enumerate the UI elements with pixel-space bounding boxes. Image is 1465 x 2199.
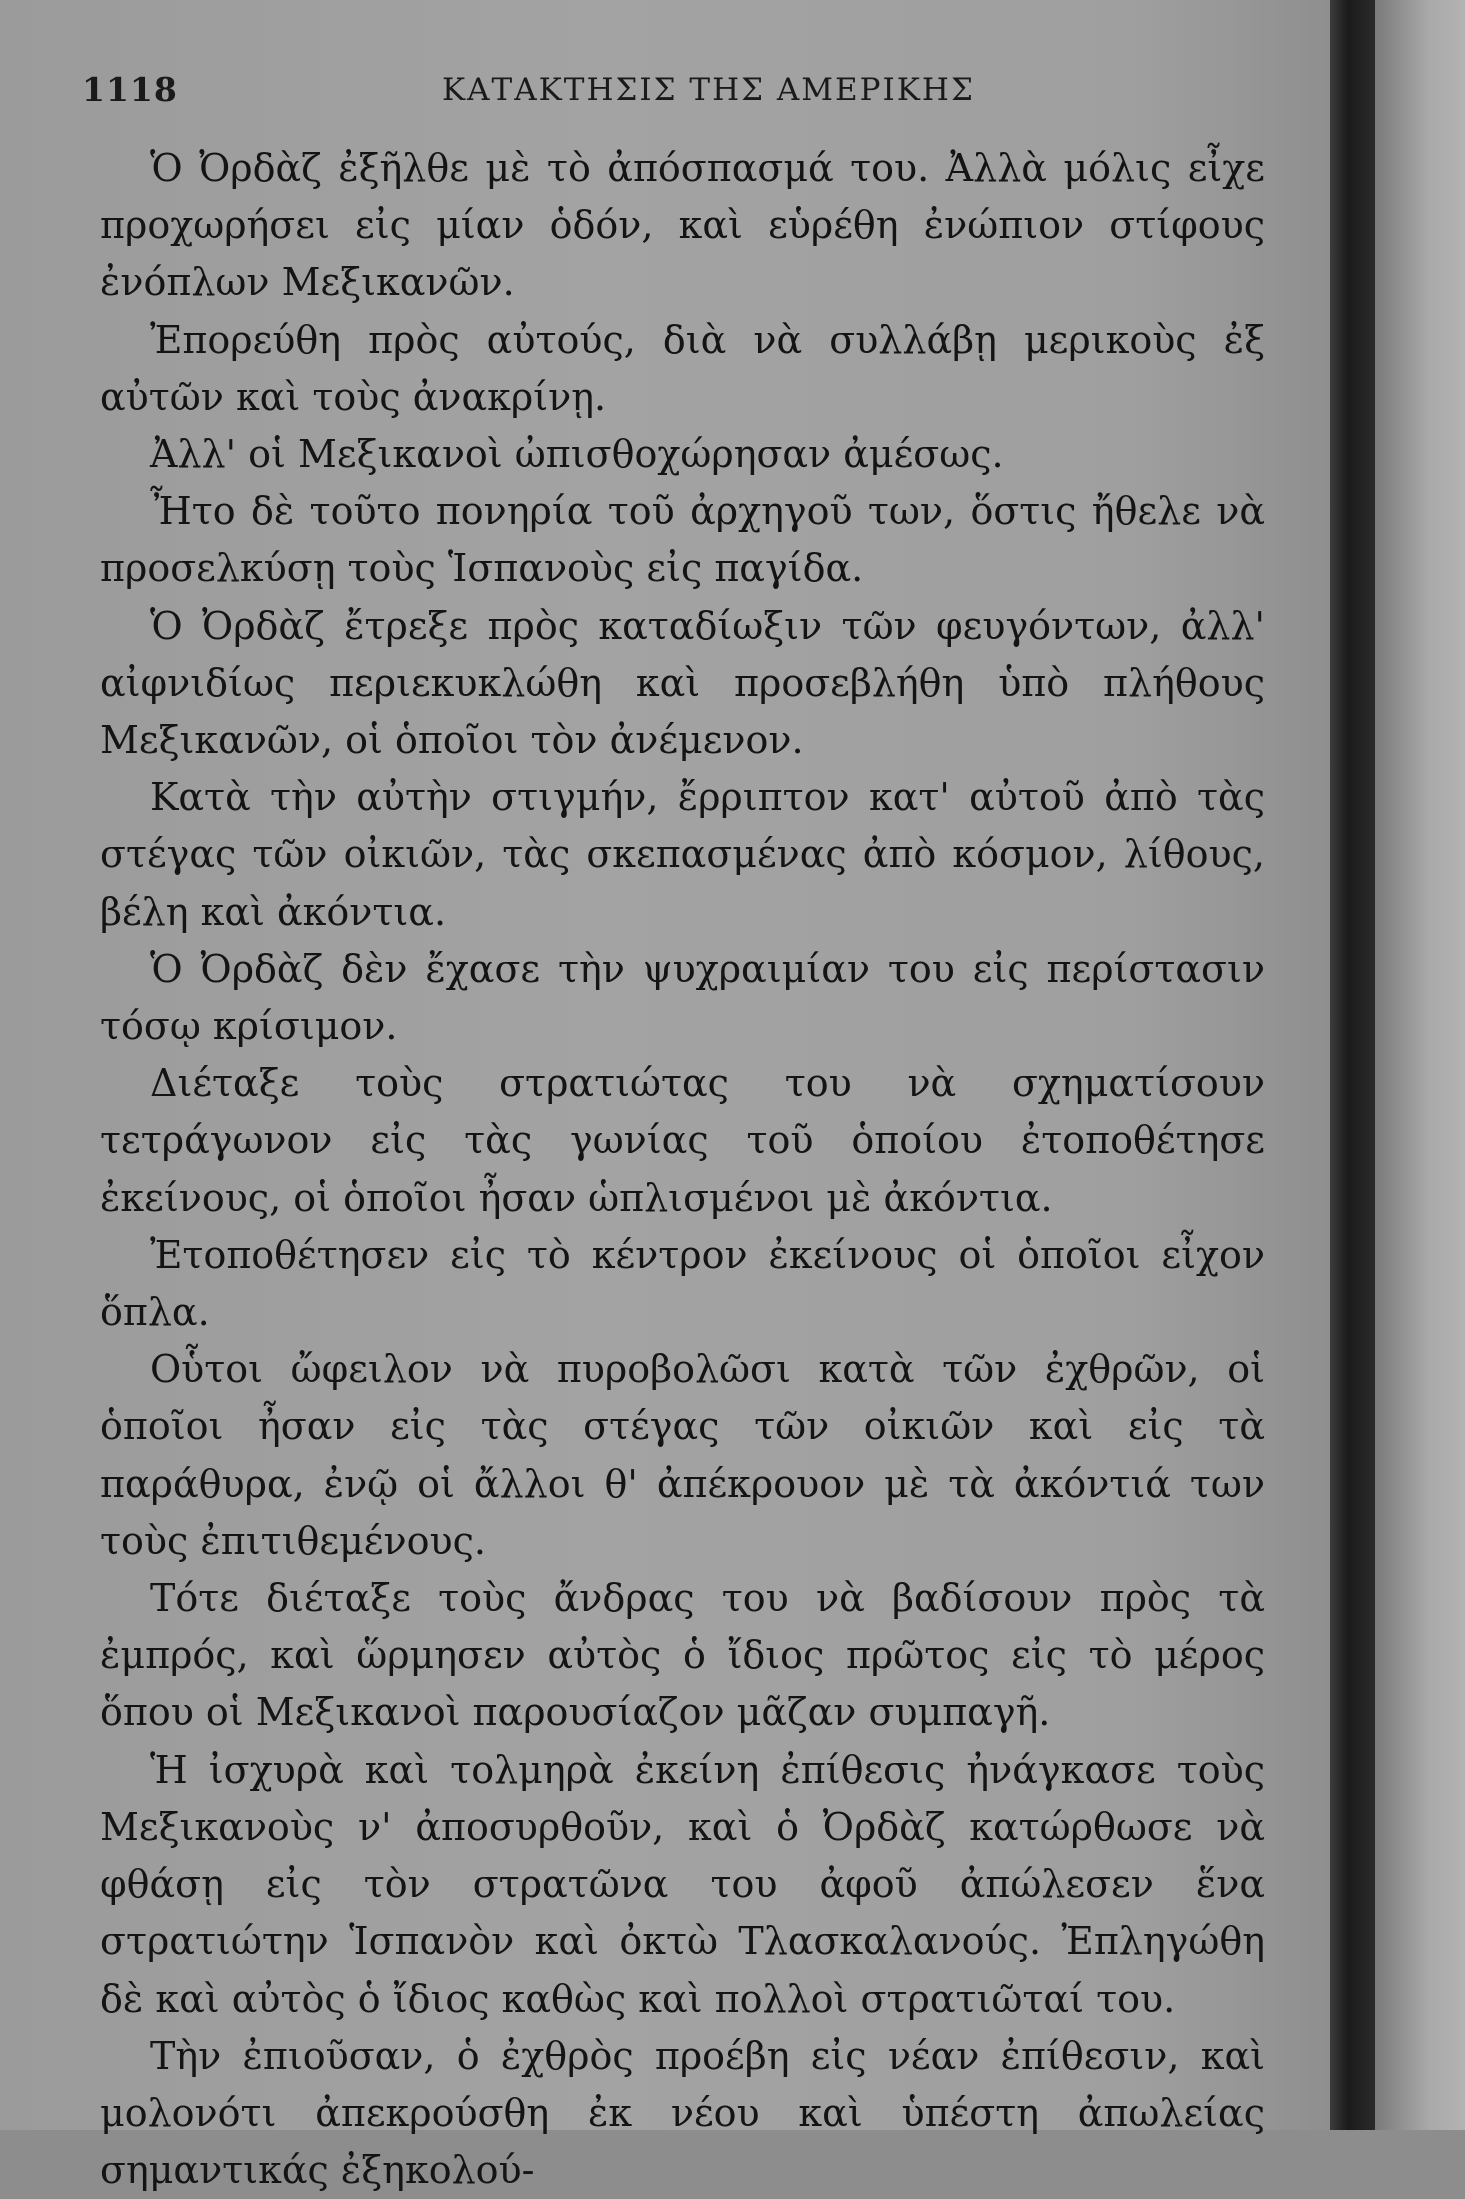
paragraph: Ἦτο δὲ τοῦτο πονηρία τοῦ ἀρχηγοῦ των, ὅστις ἤθελε νὰ προσελκύσῃ τοὺς Ἱσπανοὺς εἰς παγίδα. — [100, 489, 1265, 591]
page-header — [82, 60, 1212, 120]
binding-gutter — [1330, 0, 1375, 2130]
paragraph: Τὴν ἐπιοῦσαν, ὁ ἐχθρὸς προέβη εἰς νέαν ἐπίθεσιν, καὶ μολονότι ἀπεκρούσθη ἐκ νέου καὶ ὑπέστη ἀπωλείας σημαντικάς ἐξηκολού- — [100, 2033, 1265, 2193]
page-number: 1118 — [82, 70, 178, 109]
paragraph: Ἐτοποθέτησεν εἰς τὸ κέντρον ἐκείνους οἱ ὁποῖοι εἶχον ὅπλα. — [100, 1232, 1265, 1335]
paragraph: Ὁ Ὀρδὰζ δὲν ἔχασε τὴν ψυχραιμίαν του εἰς περίστασιν τόσῳ κρίσιμον. — [100, 946, 1265, 1049]
paragraph: Τότε διέταξε τοὺς ἄνδρας του νὰ βαδίσουν πρὸς τὰ ἐμπρός, καὶ ὥρμησεν αὐτὸς ὁ ἴδιος πρῶτος εἰς τὸ μέρος ὅπου οἱ Μεξικανοὶ παρουσίαζον μᾶζαν συμπαγῆ. — [100, 1576, 1265, 1735]
paragraph: Ὁ Ὀρδὰζ ἐξῆλθε μὲ τὸ ἀπόσπασμά του. Ἀλλὰ μόλις εἶχε προχωρήσει εἰς μίαν ὁδόν, καὶ εὑρέθη ἐνώπιον στίφους ἐνόπλων Μεξικανῶν. — [100, 146, 1265, 305]
paragraph: Ἡ ἰσχυρὰ καὶ τολμηρὰ ἐκείνη ἐπίθεσις ἠνάγκασε τοὺς Μεξικανοὺς ν' ἀποσυρθοῦν, καὶ ὁ Ὀρδὰζ κατώρθωσε νὰ φθάσῃ εἰς τὸν στρατῶνα του ἀφοῦ ἀπώλεσεν ἕνα στρατιώτην Ἱσπανὸν καὶ ὀκτὼ Τλασκαλανούς. Ἐπληγώθη δὲ καὶ αὐτὸς ὁ ἴδιος καθὼς καὶ πολλοὶ στρατιῶταί του. — [100, 1747, 1265, 2021]
paragraph: Ὁ Ὀρδὰζ ἔτρεξε πρὸς καταδίωξιν τῶν φευγόντων, ἀλλ' αἰφνιδίως περιεκυκλώθη καὶ προσεβλήθη ὑπὸ πλήθους Μεξικανῶν, οἱ ὁποῖοι τὸν ἀνέμενον. — [100, 603, 1265, 763]
paragraph: Ἐπορεύθη πρὸς αὐτούς, διὰ νὰ συλλάβῃ μερικοὺς ἐξ αὐτῶν καὶ τοὺς ἀνακρίνῃ. — [100, 317, 1265, 419]
paragraph: Διέταξε τοὺς στρατιώτας του νὰ σχηματίσουν τετράγωνον εἰς τὰς γωνίας τοῦ ὁποίου ἐτοποθέτησε ἐκείνους, οἱ ὁποῖοι ἦσαν ὡπλισμένοι μὲ ἀκόντια. — [100, 1061, 1265, 1220]
running-head: ΚΑΤΑΚΤΗΣΙΣ ΤΗΣ ΑΜΕΡΙΚΗΣ — [442, 72, 975, 108]
body-text — [100, 140, 1265, 2199]
paragraph: Οὗτοι ὤφειλον νὰ πυροβολῶσι κατὰ τῶν ἐχθρῶν, οἱ ὁποῖοι ἦσαν εἰς τὰς στέγας τῶν οἰκιῶν καὶ εἰς τὰ παράθυρα, ἐνῷ οἱ ἄλλοι θ' ἀπέκρουον μὲ τὰ ἀκόντιά των τοὺς ἐπιτιθεμένους. — [100, 1347, 1265, 1563]
paragraph: Κατὰ τὴν αὐτὴν στιγμήν, ἔρριπτον κατ' αὐτοῦ ἀπὸ τὰς στέγας τῶν οἰκιῶν, τὰς σκεπασμένας ἀπὸ κόσμον, λίθους, βέλη καὶ ἀκόντια. — [100, 775, 1265, 934]
paragraph: Ἀλλ' οἱ Μεξικανοὶ ὠπισθοχώρησαν ἀμέσως. — [150, 432, 1004, 477]
adjacent-page-edge — [1375, 0, 1465, 2130]
